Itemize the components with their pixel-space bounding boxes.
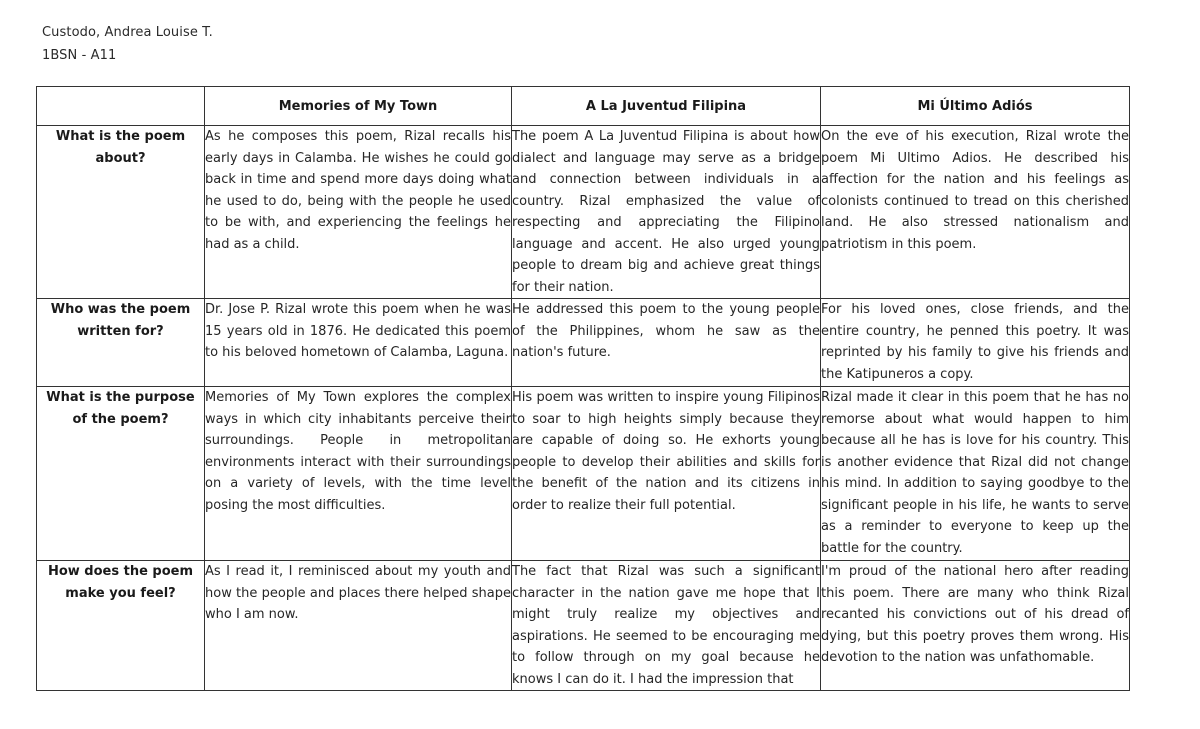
table-row [37,299,1130,387]
author-name: Custodo, Andrea Louise T. [42,25,213,40]
row-question-feel: How does the poem make you feel? [37,561,205,691]
cell-text: As he composes this poem, Rizal recalls his early days in Calamba. He wishes he could go back in time and spend more days doing what he used to do, being with the people he used to be with, and experiencing the feelings he had as a child. [205,129,511,252]
table-cell [821,561,1130,691]
cell-text: Dr. Jose P. Rizal wrote this poem when he was 15 years old in 1876. He dedicated this poem to his beloved hometown of Calamba, Laguna. [205,302,511,360]
table-cell [205,387,512,561]
table-cell [821,387,1130,561]
row-question-about: What is the poem about? [37,126,205,299]
cell-text: On the eve of his execution, Rizal wrote the poem Mi Ultimo Adios. He described his affection for the nation and his feelings as colonists continued to tread on this cherished land. He also stressed nationalism and patriotism in this poem. [821,129,1129,252]
table-cell [821,126,1130,299]
column-header-a-la-juventud-filipina: A La Juventud Filipina [512,87,821,126]
table-cell [512,387,821,561]
cell-text: Memories of My Town explores the complex ways in which city inhabitants perceive their surroundings. People in metropolitan environments interact with their surroundings on a variety of levels, with the time level posing the most difficulties. [205,390,511,513]
column-header-mi-ultimo-adios: Mi Último Adiós [821,87,1130,126]
table-cell [512,561,821,691]
cell-text: The poem A La Juventud Filipina is about how dialect and language may serve as a bridge and connection between individuals in a country. Rizal emphasized the value of respecting and appreciating the Filipino language and accent. He also urged young people to dream big and achieve great things for their nation. [512,129,820,295]
row-question-purpose: What is the purpose of the poem? [37,387,205,561]
table-cell [205,561,512,691]
header-corner-cell [37,87,205,126]
cell-text: Rizal made it clear in this poem that he has no remorse about what would happen to him because all he has is love for his country. This is another evidence that Rizal did not change his mind. In addition to saying goodbye to the significant people in his life, he wants to serve as a reminder to everyone to keep up the battle for the country. [821,390,1129,556]
cell-text: He addressed this poem to the young people of the Philippines, whom he saw as the nation's future. [512,302,820,360]
table-row [37,387,1130,561]
table-cell [512,126,821,299]
poem-comparison-table [36,86,1130,691]
table-header-row [37,87,1130,126]
cell-text: For his loved ones, close friends, and the entire country, he penned this poetry. It was reprinted by his family to give his friends and the Katipuneros a copy. [821,302,1129,382]
cell-text: I'm proud of the national hero after reading this poem. There are many who think Rizal recanted his convictions out of his dread of dying, but this poetry proves them wrong. His devotion to the nation was unfathomable. [821,564,1129,665]
row-question-written-for: Who was the poem written for? [37,299,205,387]
cell-text: His poem was written to inspire young Filipinos to soar to high heights simply because they are capable of doing so. He exhorts young people to develop their abilities and skills for the benefit of the nation and its citizens in order to realize their full potential. [512,390,820,513]
table-cell [205,126,512,299]
column-header-memories-of-my-town: Memories of My Town [205,87,512,126]
table-cell [821,299,1130,387]
class-section: 1BSN - A11 [42,48,117,63]
table-row [37,561,1130,691]
cell-text: The fact that Rizal was such a significant character in the nation gave me hope that I might truly realize my objectives and aspirations. He seemed to be encouraging me to follow through on my goal because he knows I can do it. I had the impression that [512,564,820,687]
table-cell [205,299,512,387]
cell-text: As I read it, I reminisced about my youth and how the people and places there helped shape who I am now. [205,564,511,622]
table-cell [512,299,821,387]
table-row [37,126,1130,299]
